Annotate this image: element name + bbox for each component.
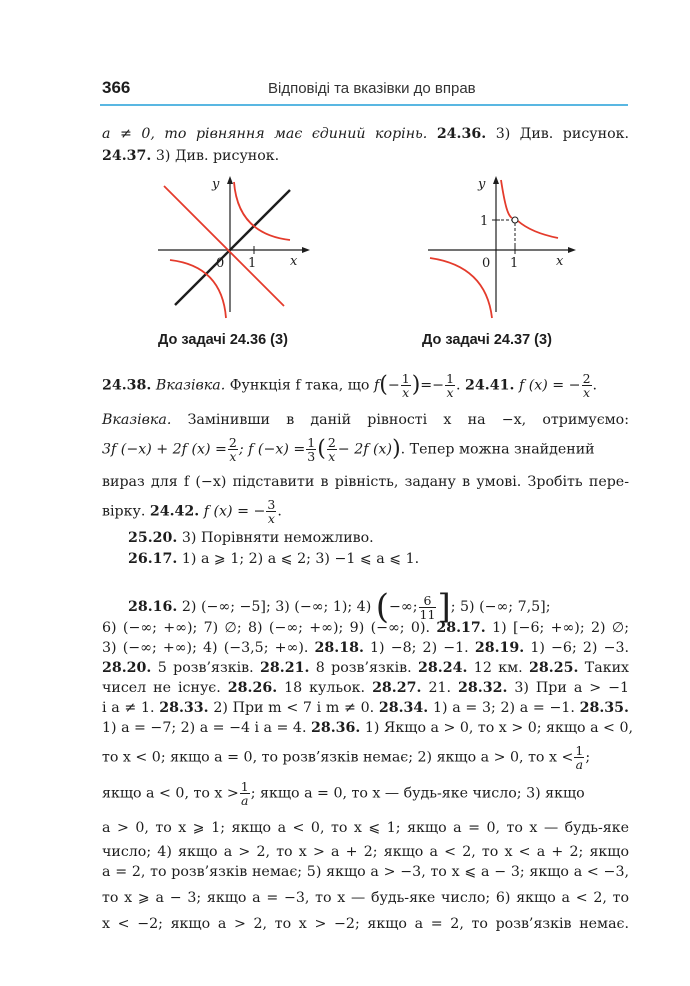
x-label: x <box>290 254 298 269</box>
text-line: 26.17. 1) a ⩾ 1; 2) a ⩽ 2; 3) −1 ⩽ a ⩽ 1. <box>128 551 420 567</box>
y-label: y <box>478 177 486 192</box>
text-line: 25.20. 3) Порівняти неможливо. <box>128 530 374 546</box>
text-line: 28.16. 2) (−∞; −5]; 3) (−∞; 1); 4) (−∞; $\frac{6}{11}$ ]; 5) (−∞; 7,5]; <box>128 587 551 627</box>
text-line: і a ≠ 1. 28.33. 2) При m < 7 і m ≠ 0. 28.34. 1) a = 3; 2) a = −1. 28.35. <box>102 700 629 716</box>
y-axis-arrow <box>227 176 233 184</box>
text-line: чисел не існує. 28.26. 18 кульок. 28.27. 21. 28.32. 3) При a > −1 <box>102 680 630 696</box>
tick-y-one-label: 1 <box>480 214 489 229</box>
graph-24-37 <box>420 172 590 320</box>
text-line: 3f (−x) + 2f (x) = $\frac{2}{x}$ ; f (−x) = $\frac{1}{3}$ ( $\frac{2}{x}$ − 2f (x)). Тепер можна знайдений <box>102 435 595 464</box>
text-line: вірку. 24.42. f (x) = − $\frac{3}{x}$ . <box>102 497 282 526</box>
text-line: якщо a < 0, то x > $\frac{1}{a}$ ; якщо a = 0, то x — будь-яке число; 3) якщо <box>102 779 585 808</box>
hyperbola-branch-1 <box>234 182 290 240</box>
graph-24-36 <box>150 172 320 320</box>
x-axis-arrow <box>302 247 310 253</box>
text-line: 6) (−∞; +∞); 7) ∅; 8) (−∞; +∞); 9) (−∞; 0). 28.17. 1) [−6; +∞); 2) ∅; <box>102 620 630 636</box>
text-line: вираз для f (−x) підставити в рівність, задану в умові. Зробіть пере- <box>102 474 629 490</box>
y-axis-arrow <box>493 176 499 184</box>
hyperbola-branch-1b <box>518 221 558 238</box>
text-line: 24.37. 3) Див. рисунок. <box>102 148 280 164</box>
x-label: x <box>556 254 564 269</box>
text-line: 28.20. 5 розв’язків. 28.21. 8 розв’язків. 28.24. 12 км. 28.25. Таких <box>102 660 630 676</box>
page-number: 366 <box>102 78 131 97</box>
text-line: 24.38. Вказівка. Функція f така, що f(− $\frac{1}{x}$ )=− $\frac{1}{x}$ . 24.41. f (x) = − $\frac{2}{x}$ . <box>102 371 598 400</box>
origin-label: 0 <box>216 256 225 271</box>
figure-caption-right: До задачі 24.37 (3) <box>422 332 552 348</box>
hyperbola-branch-1a <box>501 180 512 218</box>
running-header: Відповіді та вказівки до вправ <box>268 80 476 97</box>
header-rule <box>100 104 628 106</box>
figure-caption-left: До задачі 24.36 (3) <box>158 332 288 348</box>
y-label: y <box>212 177 220 192</box>
text-line: a ≠ 0, то рівняння має єдиний корінь. 24.36. 3) Див. рисунок. <box>102 126 630 142</box>
origin-label: 0 <box>482 256 491 271</box>
punctured-point <box>512 217 518 223</box>
tick-one-label: 1 <box>248 256 257 271</box>
text-line: 3) (−∞; +∞); 4) (−3,5; +∞). 28.18. 1) −8; 2) −1. 28.19. 1) −6; 2) −3. <box>102 640 629 656</box>
line-y-eq-neg-x <box>164 186 284 306</box>
tick-x-one-label: 1 <box>510 256 519 271</box>
text-line: 1) a = −7; 2) a = −4 і a = 4. 28.36. 1) Якщо a > 0, то x > 0; якщо a < 0, <box>102 720 633 736</box>
text-line: то x < 0; якщо a = 0, то розв’язків немає; 2) якщо a > 0, то x < $\frac{1}{a}$ ; <box>102 743 591 772</box>
text-line: a = 2, то розв’язків немає; 5) якщо a > −3, то x ⩽ a − 3; якщо a < −3, <box>102 864 629 880</box>
x-axis-arrow <box>568 247 576 253</box>
text-line: число; 4) якщо a > 2, то x > a + 2; якщо a < 2, то x < a + 2; якщо <box>102 844 629 860</box>
text-line: x < −2; якщо a > 2, то x > −2; якщо a = 2, то розв’язків немає. <box>102 916 629 932</box>
text-line: a > 0, то x ⩾ 1; якщо a < 0, то x ⩽ 1; якщо a = 0, то x — будь-яке <box>102 820 629 836</box>
line-y-eq-x <box>175 190 290 305</box>
text-line: то x ⩾ a − 3; якщо a = −3, то x — будь-яке число; 6) якщо a < 2, то <box>102 890 629 906</box>
text-line: Вказівка. Замінивши в даній рівності x на −x, отримуємо: <box>102 412 629 428</box>
